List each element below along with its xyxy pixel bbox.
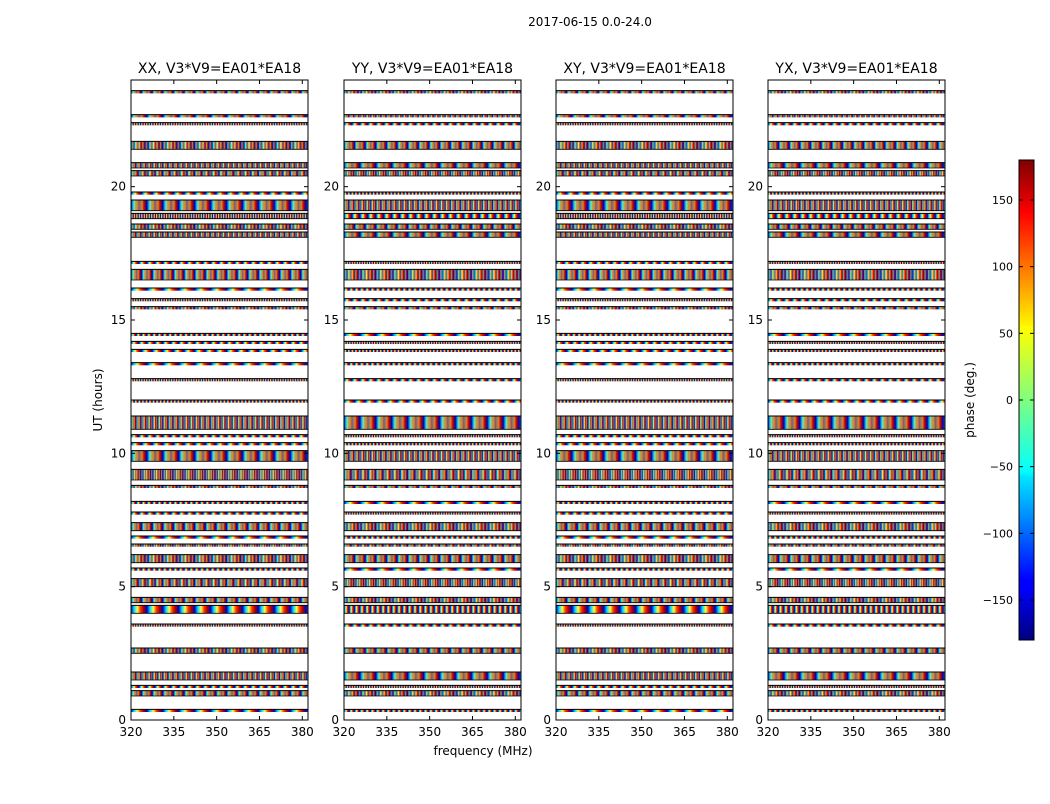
scan-stripe	[768, 213, 945, 218]
colorbar	[963, 160, 1034, 640]
scan-stripe	[344, 213, 521, 218]
x-tick-label: 320	[119, 725, 143, 739]
scan-stripe-noise	[344, 232, 521, 237]
panel-1	[111, 61, 314, 739]
scan-stripe-noise	[768, 469, 945, 480]
scan-stripe-noise	[131, 163, 308, 168]
scan-stripe-noise	[768, 672, 945, 680]
scan-stripe-noise	[344, 416, 521, 429]
colorbar-tick-label: −150	[982, 594, 1013, 607]
scan-stripe-noise	[768, 451, 945, 462]
scan-stripe-noise	[556, 224, 733, 229]
y-tick-label: 20	[110, 179, 126, 194]
scan-stripe-noise	[131, 269, 308, 280]
scan-stripe-noise	[344, 171, 521, 176]
scan-stripe-noise	[556, 141, 733, 149]
scan-stripe-noise	[556, 648, 733, 653]
scan-stripe-noise	[344, 269, 521, 280]
scan-stripe-noise	[556, 555, 733, 563]
y-tick-label: 15	[535, 313, 551, 327]
panels	[111, 61, 951, 739]
scan-stripe-noise	[768, 269, 945, 280]
scan-stripe-noise	[556, 579, 733, 587]
panel-2	[324, 61, 527, 739]
x-tick-label: 365	[885, 725, 908, 739]
scan-stripe-noise	[768, 163, 945, 168]
y-tick-label: 10	[323, 446, 339, 461]
colorbar-tick-label: 50	[999, 327, 1013, 341]
y-tick-label: 20	[747, 179, 763, 194]
panel-3	[536, 61, 739, 739]
colorbar-tick-label: −50	[989, 460, 1013, 474]
scan-stripe-noise	[344, 579, 521, 587]
x-tick-label: 380	[715, 725, 739, 739]
y-tick-label: 0	[543, 713, 551, 727]
scan-stripe-noise	[768, 648, 945, 653]
y-tick-label: 20	[323, 179, 339, 194]
scan-stripe-noise	[768, 200, 945, 211]
colorbar-label: phase (deg.)	[963, 362, 977, 438]
scan-stripe-noise	[344, 555, 521, 563]
scan-stripe-noise	[556, 597, 733, 602]
x-tick-label: 380	[927, 725, 951, 739]
y-tick-label: 15	[323, 313, 339, 327]
scan-stripe-noise	[131, 648, 308, 653]
panel-title: YY, V3*V9=EA01*EA18	[351, 61, 514, 77]
scan-stripe	[556, 213, 733, 218]
scan-stripe-noise	[131, 224, 308, 229]
scan-stripe	[344, 605, 521, 613]
colorbar-tick-label: 100	[992, 260, 1013, 274]
x-axis-label: frequency (MHz)	[433, 744, 533, 758]
scan-stripe-noise	[131, 232, 308, 237]
scan-stripe	[768, 605, 945, 613]
scan-stripe-noise	[344, 672, 521, 680]
x-tick-label: 335	[375, 725, 399, 739]
scan-stripe	[131, 213, 308, 218]
scan-stripe-noise	[768, 171, 945, 176]
scan-stripe-noise	[768, 224, 945, 229]
x-tick-label: 350	[842, 725, 866, 739]
scan-stripe-noise	[344, 597, 521, 602]
figure-title: 2017-06-15 0.0-24.0	[528, 15, 652, 29]
scan-stripe-noise	[556, 269, 733, 280]
scan-stripe-noise	[131, 416, 308, 429]
scan-stripe-noise	[556, 672, 733, 680]
scan-stripe-noise	[344, 141, 521, 149]
scan-stripe-noise	[768, 232, 945, 237]
y-tick-label: 15	[747, 313, 763, 327]
x-tick-label: 335	[162, 725, 186, 739]
y-tick-label: 10	[535, 446, 551, 461]
scan-stripe-noise	[768, 416, 945, 429]
scan-stripe-noise	[131, 451, 308, 462]
panel-title: YX, V3*V9=EA01*EA18	[775, 61, 938, 77]
scan-stripe-noise	[131, 171, 308, 176]
x-tick-label: 350	[418, 725, 442, 739]
x-tick-label: 380	[503, 725, 527, 739]
scan-stripe-noise	[131, 555, 308, 563]
x-tick-label: 365	[673, 725, 696, 739]
scan-stripe-noise	[131, 691, 308, 696]
x-tick-label: 320	[544, 725, 568, 739]
scan-stripe-noise	[556, 416, 733, 429]
scan-stripe-noise	[556, 469, 733, 480]
y-tick-label: 15	[110, 313, 126, 327]
scan-stripe-noise	[556, 451, 733, 462]
y-tick-label: 0	[331, 713, 339, 727]
y-tick-label: 5	[543, 579, 551, 594]
scan-stripe-noise	[556, 232, 733, 237]
scan-stripe-noise	[131, 141, 308, 149]
scan-stripe-noise	[344, 163, 521, 168]
scan-stripe-noise	[131, 672, 308, 680]
x-tick-label: 320	[756, 725, 780, 739]
y-tick-label: 10	[110, 446, 126, 461]
scan-stripe-noise	[344, 451, 521, 462]
scan-stripe-noise	[556, 691, 733, 696]
scan-stripe-noise	[768, 691, 945, 696]
scan-stripe-noise	[768, 597, 945, 602]
scan-stripe-noise	[344, 648, 521, 653]
y-tick-label: 0	[118, 713, 126, 727]
y-tick-label: 5	[331, 579, 339, 594]
scan-stripe-noise	[344, 224, 521, 229]
scan-stripe-noise	[131, 597, 308, 602]
scan-stripe-noise	[344, 523, 521, 531]
x-tick-label: 350	[205, 725, 229, 739]
x-tick-label: 335	[587, 725, 611, 739]
x-tick-label: 320	[332, 725, 356, 739]
panel-title: XX, V3*V9=EA01*EA18	[137, 61, 302, 77]
scan-stripe	[131, 605, 308, 613]
y-tick-label: 5	[118, 579, 126, 594]
scan-stripe-noise	[556, 200, 733, 211]
scan-stripe-noise	[768, 579, 945, 587]
scan-stripe-noise	[131, 469, 308, 480]
scan-stripe	[556, 605, 733, 613]
x-tick-label: 350	[630, 725, 654, 739]
y-tick-label: 5	[755, 579, 763, 594]
colorbar-tick-label: 150	[992, 194, 1013, 207]
scan-stripe-noise	[768, 141, 945, 149]
scan-stripe-noise	[131, 579, 308, 587]
scan-stripe-noise	[556, 163, 733, 168]
colorbar-tick-label: 0	[1006, 394, 1013, 407]
x-tick-label: 335	[799, 725, 823, 739]
scan-stripe-noise	[768, 555, 945, 563]
scan-stripe-noise	[131, 523, 308, 531]
panel-4	[748, 61, 951, 739]
scan-stripe-noise	[131, 200, 308, 211]
x-tick-label: 380	[290, 725, 314, 739]
scan-stripe-noise	[344, 200, 521, 211]
scan-stripe-noise	[556, 523, 733, 531]
scan-stripe-noise	[344, 691, 521, 696]
x-tick-label: 365	[248, 725, 271, 739]
colorbar-tick-label: −100	[982, 527, 1013, 541]
y-tick-label: 0	[755, 713, 763, 727]
y-tick-label: 10	[747, 446, 763, 461]
x-tick-label: 365	[461, 725, 484, 739]
y-tick-label: 20	[535, 179, 551, 194]
y-axis-label: UT (hours)	[91, 368, 105, 432]
scan-stripe-noise	[556, 171, 733, 176]
scan-stripe-noise	[768, 523, 945, 531]
panel-title: XY, V3*V9=EA01*EA18	[563, 61, 726, 77]
scan-stripe-noise	[344, 469, 521, 480]
